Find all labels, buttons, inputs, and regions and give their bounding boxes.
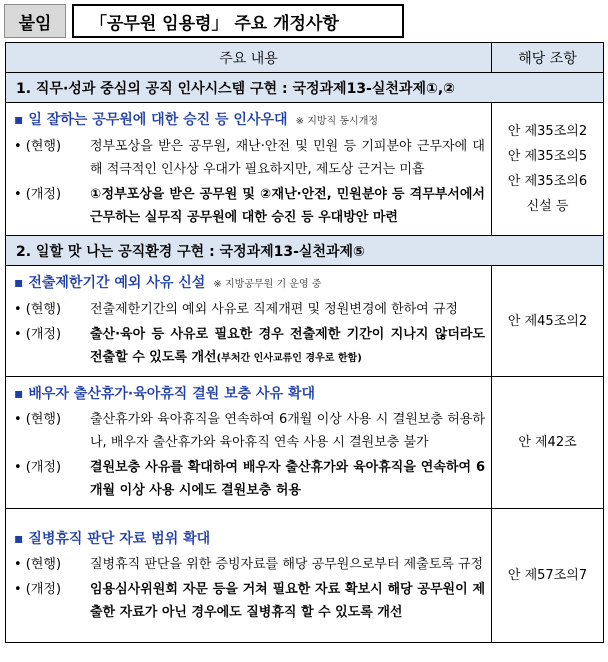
article-cell	[492, 509, 604, 643]
current-item	[14, 553, 485, 576]
revision-table	[5, 42, 604, 643]
current-text: 정부포상을 받은 공무원, 재난·안전 및 민원 등 기피분야 근무자에 대해 적극적인 인사상 우대가 필요하지만, 제도상 근거는 미흡	[90, 139, 485, 177]
current-label: • (현행)	[14, 556, 62, 572]
current-item	[14, 408, 485, 454]
revised-label: • (개정)	[14, 327, 62, 342]
section-heading: 2. 일할 맛 나는 공직환경 구현 : 국정과제13-실천과제⑤	[6, 236, 604, 266]
subsection	[6, 103, 492, 236]
revised-item	[14, 183, 485, 229]
article-ref: 안 제35조의6	[507, 174, 588, 189]
article-cell	[492, 103, 604, 236]
revised-item	[14, 578, 485, 624]
revised-label: • (개정)	[14, 187, 62, 202]
subsection-title: ▪ 배우자 출산휴가·육아휴직 결원 보충 사유 확대	[14, 386, 316, 402]
table-row	[6, 266, 604, 377]
column-header-main: 주요 내용	[6, 43, 492, 73]
revised-note: (부처간 인사교류인 경우로 한함)	[216, 353, 362, 364]
revised-label: • (개정)	[14, 581, 62, 597]
document-title: 「공무원 임용령」 주요 개정사항	[72, 4, 404, 38]
revised-item	[14, 456, 485, 502]
revised-text: 임용심사위원회 자문 등을 거쳐 필요한 자료 확보시 해당 공무원이 제출한 자료가 아닌 경우에도 질병휴직 할 수 있도록 개선	[90, 581, 485, 620]
subsection	[6, 266, 492, 377]
revised-text: ①정부포상을 받은 공무원 및 ②재난·안전, 민원분야 등 격무부서에서 근무하는 실무직 공무원에 대한 승진 등 우대방안 마련	[90, 187, 485, 225]
subsection	[6, 377, 492, 509]
article-cell	[492, 266, 604, 377]
current-text: 전출제한기간의 예외 사유로 직제개편 및 정원변경에 한하여 규정	[90, 302, 458, 317]
column-header-article: 해당 조항	[492, 43, 604, 73]
document-header	[4, 4, 404, 38]
subsection-note: ※ 지방직 동시개정	[295, 116, 379, 127]
revised-text: 출산·육아 등 사유로 필요한 경우 전출제한 기간이 지나지 않더라도 전출할 수 있도록 개선	[90, 327, 485, 365]
article-ref: 안 제35조의2	[507, 124, 588, 139]
attachment-tag: 붙임	[4, 4, 66, 38]
subsection-title: ▪ 전출제한기간 예외 사유 신설	[14, 275, 206, 291]
section-heading-row	[6, 236, 604, 266]
revised-label: • (개정)	[14, 460, 62, 475]
section-heading-row	[6, 73, 604, 103]
subsection-title: ▪ 일 잘하는 공무원에 대한 승진 등 인사우대	[14, 112, 288, 128]
article-cell	[492, 377, 604, 509]
subsection-note: ※ 지방공무원 기 운영 중	[213, 279, 322, 290]
table-row	[6, 103, 604, 236]
current-item	[14, 298, 485, 321]
section-heading: 1. 직무·성과 중심의 공직 인사시스템 구현 : 국정과제13-실천과제①,②	[6, 73, 604, 103]
current-text: 출산휴가와 육아휴직을 연속하여 6개월 이상 사용 시 결원보충 허용하나, 배우자 출산휴가와 육아휴직 연속 사용 시 결원보충 불가	[90, 412, 485, 450]
current-label: • (현행)	[14, 302, 62, 317]
subsection-title: ▪ 질병휴직 판단 자료 범위 확대	[14, 530, 211, 547]
table-row	[6, 509, 604, 643]
current-label: • (현행)	[14, 412, 62, 427]
article-ref: 안 제42조	[518, 435, 577, 450]
revised-item	[14, 323, 485, 370]
current-item	[14, 135, 485, 181]
current-label: • (현행)	[14, 139, 62, 154]
article-ref: 안 제45조의2	[507, 313, 588, 329]
article-ref: 안 제35조의5	[507, 149, 588, 164]
revised-text: 결원보충 사유를 확대하여 배우자 출산휴가와 육아휴직을 연속하여 6개월 이상 사용 시에도 결원보충 허용	[90, 460, 485, 498]
table-row	[6, 377, 604, 509]
table-header-row	[6, 43, 604, 73]
article-ref: 신설 등	[526, 199, 569, 214]
subsection	[6, 509, 492, 643]
article-ref: 안 제57조의7	[507, 568, 588, 583]
current-text: 질병휴직 판단을 위한 증빙자료를 해당 공무원으로부터 제출토록 규정	[90, 556, 484, 572]
